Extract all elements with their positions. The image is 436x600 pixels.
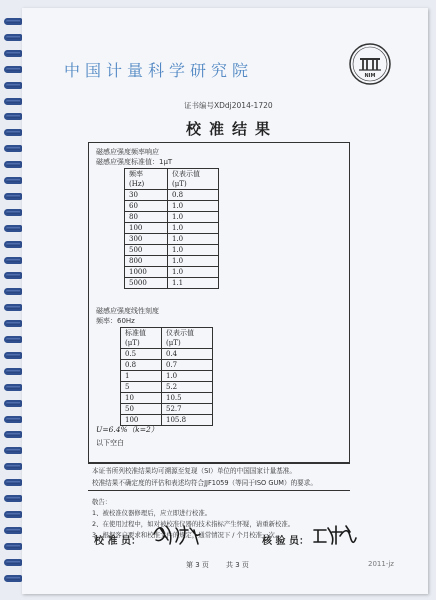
divider-line — [88, 490, 350, 491]
binding-ring — [4, 18, 22, 25]
binding-ring — [4, 431, 22, 438]
binding-ring — [4, 320, 22, 327]
table-cell: 1.0 — [168, 201, 219, 212]
binding-ring — [4, 511, 22, 518]
section2-subheading: 频率：60Hz — [96, 317, 135, 325]
certificate-number: 证书编号XDdj2014-1720 — [184, 101, 273, 110]
table-cell: 1 — [121, 371, 162, 382]
binding-ring — [4, 368, 22, 375]
table-cell: 5000 — [125, 278, 168, 289]
binding-ring — [4, 145, 22, 152]
table-row — [125, 245, 219, 256]
table-row — [121, 404, 213, 415]
binding-ring — [4, 304, 22, 311]
table-cell: 800 — [125, 256, 168, 267]
table-cell: 500 — [125, 245, 168, 256]
binding-ring — [4, 463, 22, 470]
binding-ring — [4, 177, 22, 184]
binding-ring — [4, 575, 22, 582]
binding-ring — [4, 384, 22, 391]
binding-ring — [4, 352, 22, 359]
table-cell: 105.8 — [162, 415, 213, 426]
table-cell: 5 — [121, 382, 162, 393]
linearity-table — [120, 327, 213, 426]
traceability-statement — [92, 465, 354, 489]
table-header: 频率 (Hz) — [125, 169, 168, 190]
binding-ring — [4, 129, 22, 136]
table-cell: 50 — [121, 404, 162, 415]
table-cell: 0.8 — [168, 190, 219, 201]
blank-below-note: 以下空白 — [96, 439, 124, 447]
statement-line: 本证书所列校准结果均可溯源至复现（SI）单位的中国国家计量基准。 — [92, 467, 296, 475]
table-row — [125, 190, 219, 201]
table-row — [121, 393, 213, 404]
table-cell: 0.5 — [121, 349, 162, 360]
table-cell: 30 — [125, 190, 168, 201]
svg-text:NIM: NIM — [364, 73, 376, 79]
table-header-row — [121, 328, 213, 349]
binding-ring — [4, 400, 22, 407]
table-row — [125, 212, 219, 223]
table-row — [121, 371, 213, 382]
notes-heading: 敬告： — [92, 498, 112, 506]
binding-ring — [4, 34, 22, 41]
table-cell: 1.0 — [168, 223, 219, 234]
page-title: 校准结果 — [186, 120, 279, 138]
table-cell: 100 — [121, 415, 162, 426]
table-cell: 1.0 — [168, 267, 219, 278]
section1-heading: 磁感应强度频率响应 — [96, 148, 159, 156]
binding-ring — [4, 113, 22, 120]
binding-ring — [4, 241, 22, 248]
table-row — [121, 349, 213, 360]
calibrator-label: 校 准 员： — [94, 536, 141, 547]
binding-ring — [4, 543, 22, 550]
binding-ring — [4, 161, 22, 168]
table-header-row — [125, 169, 219, 190]
table-cell: 1.0 — [168, 234, 219, 245]
binding-ring — [4, 479, 22, 486]
page-total: 共 3 页 — [226, 561, 249, 569]
section1-subheading: 磁感应强度标准值：1μT — [96, 158, 173, 166]
calibrator-signature — [150, 520, 206, 548]
table-cell: 1.0 — [162, 371, 213, 382]
table-cell: 0.4 — [162, 349, 213, 360]
table-row — [121, 360, 213, 371]
binding-ring — [4, 272, 22, 279]
table-cell: 0.8 — [121, 360, 162, 371]
table-row — [125, 278, 219, 289]
form-code: 2011-jz — [368, 560, 394, 568]
institute-name: 中国计量科学研究院 — [64, 61, 254, 80]
note-item: 2、在使用过程中，如对被校准仪器的技术指标产生怀疑，请重新校准。 — [92, 520, 295, 528]
divider-line — [88, 462, 350, 463]
table-row — [125, 201, 219, 212]
table-cell: 10.5 — [162, 393, 213, 404]
table-cell: 1.0 — [168, 245, 219, 256]
uncertainty: U=6.4%（k=2） — [96, 425, 159, 434]
table-cell: 60 — [125, 201, 168, 212]
note-item: 1、被校准仪器修理后，应立即进行校准。 — [92, 509, 212, 517]
binding-ring — [4, 495, 22, 502]
table-cell: 1.0 — [168, 256, 219, 267]
table-cell: 52.7 — [162, 404, 213, 415]
binding-ring — [4, 193, 22, 200]
binding-ring — [4, 209, 22, 216]
binding-ring — [4, 50, 22, 57]
table-row — [121, 382, 213, 393]
verifier-label: 核 验 员： — [262, 536, 309, 547]
binding-ring — [4, 225, 22, 232]
table-row — [125, 234, 219, 245]
page-number: 第 3 页 — [186, 561, 209, 569]
table-cell: 5.2 — [162, 382, 213, 393]
binding-ring — [4, 559, 22, 566]
table-cell: 0.7 — [162, 360, 213, 371]
table-row — [125, 223, 219, 234]
table-cell: 100 — [125, 223, 168, 234]
note-item: 3、根据客户要求和校准文件的规定，通常情况下 / 个月校准一次。 — [92, 531, 282, 539]
binding-ring — [4, 82, 22, 89]
table-row — [125, 267, 219, 278]
table-cell: 1.1 — [168, 278, 219, 289]
table-row — [125, 256, 219, 267]
binding-ring — [4, 527, 22, 534]
verifier-signature — [310, 520, 360, 548]
table-cell: 1.0 — [168, 212, 219, 223]
frequency-response-table — [124, 168, 219, 289]
binding-ring — [4, 257, 22, 264]
table-cell: 1000 — [125, 267, 168, 278]
binding-ring — [4, 288, 22, 295]
table-header: 标准值 (μT) — [121, 328, 162, 349]
binding-ring — [4, 98, 22, 105]
table-cell: 80 — [125, 212, 168, 223]
table-header: 仪表示值 (μT) — [168, 169, 219, 190]
table-cell: 300 — [125, 234, 168, 245]
binding-ring — [4, 416, 22, 423]
table-header: 仪表示值 (μT) — [162, 328, 213, 349]
statement-line: 校准结果不确定度的评估和表述均符合JJF1059（等同于ISO GUM）的要求。 — [92, 479, 317, 487]
binding-ring — [4, 66, 22, 73]
binding-ring — [4, 336, 22, 343]
table-cell: 10 — [121, 393, 162, 404]
binding-ring — [4, 447, 22, 454]
nim-logo-icon — [348, 42, 392, 86]
section2-heading: 磁感应强度线性刻度 — [96, 307, 159, 315]
